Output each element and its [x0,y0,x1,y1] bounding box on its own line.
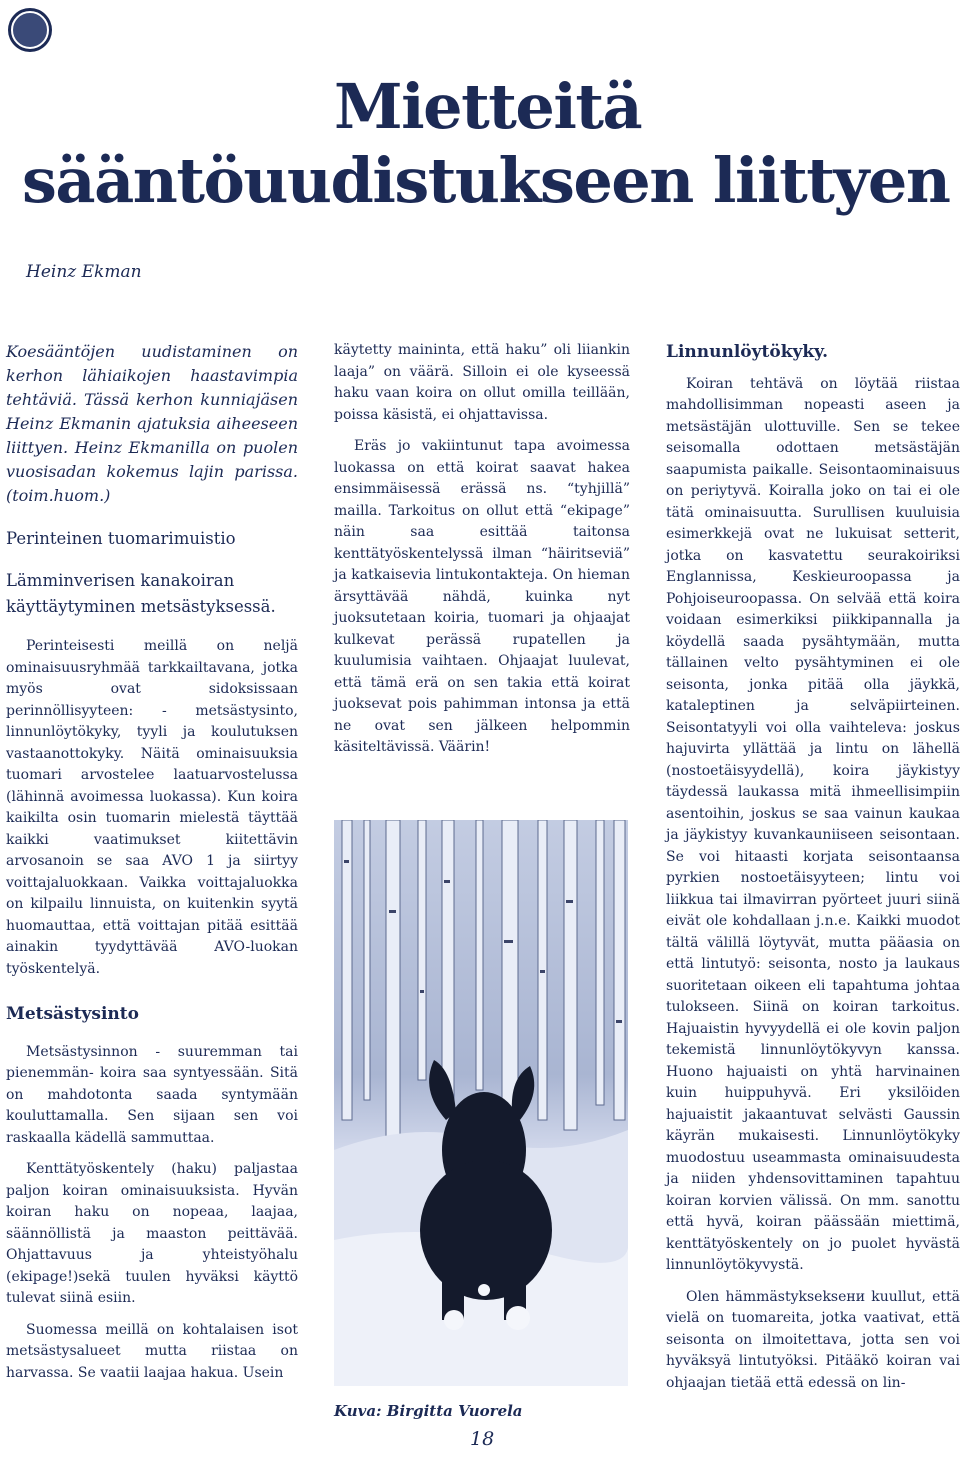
title-line-2: sääntöuudistukseen liittyen [22,144,950,217]
heading-metsastysinto: Metsästysinto [6,1004,139,1024]
paragraph: Koiran tehtävä on löytää riistaa mahdollisimman nopeasti aseen ja metsästäjän ulottuville. Sen se tekee seisomalla odottaen metsästäjän saapumista paikalle. Seisontaominaisuus on periytyvä. Koiralla joko on tai ei ole tätä ominaisuutta. Surullisen kuuluisia esimerkkejä ovat ne lukuisat setterit, jotka on kasvatettu seurakoiriksi Englannissa, Keskieuroopassa ja Pohjoiseuroopassa. On selvää että koira voidaan esimerkiksi piikkipannalla ja köydellä saada pysähtymään, mutta tällainen velto pysähtyminen ei ole seisonta, jonka pitää olla jäykkä, kataleptinen ja selväpiirteinen. Seisontatyyli voi olla vaihteleva: joskus hajuvirta yllättää ja lintu on lähellä (nostoetäisyydellä), koira jäykistyy täydessä laukassa mitä ihmeellisimpiin asentoihin, joskus se saa vainun kaukaa ja jäykistyy kuvankauniiseen seisontaan. Se voi hitaasti korjata seisontaansa pyrkien nostoetäisyyteen; lintu voi liikkua tai ilmavirran pyörteet juuri siinä eivät ole kohdallaan j.n.e. Kaikki muodot tältä välillä löytyvät, mutta pääasia on että lintutyö: seisonta, nosto ja laukaus suoritetaan oikeen eli tapahtuma johtaa tulokseen. Siinä on koiran tarkoitus. Hajuaistin hyvyydellä ei ole kovin paljon tekemistä linnunlöytökyvyn kanssa. Huono hajuaisti on yhtä harvinainen kuin huippuhyvä. Eri yksilöiden hajuaistit jakaantuvat selvästi Gaussin käyrän mukaisesti. Linnunlöytökyky muodostuu useammasta ominaisuudesta ja niiden yhdensovittaminen tapahtuu koiran korvien välissä. On mm. sanottu että hyvä, koiran päässään miettimä, kenttätyöskentely on jo puolet hyvästä linnunlöytökyvystä. [666,375,960,1273]
heading-linnunloytokyky: Linnunlöytökyky. [666,342,828,362]
article-title [22,70,952,218]
paragraph: Olen hämmästykseksени kuullut, että vielä on tuomareita, jotka vaativat, että seisonta on ilmoitettava, jotta sen voi hyväksyä lintutyöksi. Pitääkö koiran vai ohjaajan tietää että edessä on lin- [666,1288,960,1391]
paragraph: Kenttätyöskentely (haku) paljastaa paljon koiran ominaisuuksista. Hyvän koiran haku on nopeaa, laajaa, säännöllistä ja maaston peittävää. Ohjattavuus ja yhteistyöhalu (ekipage!)sekä tuulen hyväksi käyttö tulevat siinä esiin. [6,1161,298,1306]
paragraph: Eräs jo vakiintunut tapa avoimessa luokassa on että koirat saavat hakea ensimmäisessä erässä ns. “tyhjillä” mailla. Tarkoitus on ollut että “ekipage” näin saa esittää taitonsa kenttätyöskentelyssä ilman “häiritseviä” ja katkaisevia lintukontakteja. On hieman ärsyttävää nähdä, kuinka nyt juoksutetaan koiria, tuomari ja ohjaajat kulkevat perässä rupatellen ja kuulumisia vaihtaen. Ohjaajat luulevat, että tämä erä on sen takia että koirat juoksevat pois pahimman intonsa ja että ne ovat sen jälkeen helpommin käsiteltävissä. Väärin! [334,438,630,755]
column-2 [334,340,630,769]
page-number: 18 [470,1428,495,1450]
paragraph: Suomessa meillä on kohtalaisen isot metsästysalueet mutta riistaa on harvassa. Se vaatii laajaa hakua. Usein [6,1321,298,1381]
column-3 [666,340,960,1404]
dog-in-snow-photo [334,820,628,1386]
column-1 [6,340,298,1394]
photo-caption: Kuva: Birgitta Vuorela [334,1402,523,1420]
heading-tuomarimuistio: Perinteinen tuomarimuistio [6,529,236,548]
title-line-1: Mietteitä [334,70,642,143]
intro-text: Koesääntöjen uudistaminen on kerhon lähiaikojen haastavimpia tehtäviä. Tässä kerhon kunniajäsen Heinz Ekmanin ajatuksia aiheeseen liittyen. Heinz Ekmanilla on puolen vuosisadan kokemus lajin parissa. (toim.huom.) [6,342,298,505]
paragraph: Perinteisesti meillä on neljä ominaisuusryhmää tarkkailtavana, jotka myös ovat sidoksissaan perinnöllisyyteen: - metsästysinto, linnunlöytökyky, tyyli ja koulutuksen vastaanottokyky. Näitä ominaisuuksia tuomari arvostelee laatuarvostelussa (lähinnä avoimessa luokassa). Kun koira kaikilta osin tuomarin mielestä täyttää kaikki vaatimukset kiitettävin arvosanoin se saa AVO 1 ja siirtyy voittajaluokkaan. Vaikka voittajaluokka on kilpailu linnuista, on kuitenkin syytä huomauttaa, että voittajan pitää esittää ainakin tyydyttävää AVO-luokan työskentelyä. [6,638,298,977]
paragraph: käytetty maininta, että haku” oli liiankin laaja” on väärä. Silloin ei ole kyseessä haku vaan koira on ollut omilla teillään, poissa käsistä, ei ohjattavissa. [334,342,630,423]
club-emblem-icon [8,8,52,52]
paragraph: Metsästysinnon - suuremman tai pienemmän- koira saa syntyessään. Sitä on mahdotonta saada syntymään kouluttamalla. Sen sijaan sen voi raskaalla kädellä sammuttaa. [6,1043,298,1146]
author: Heinz Ekman [26,262,142,282]
photo-illustration [334,820,628,1386]
heading-behaviour: Lämminverisen kanakoiran käyttäytyminen metsästyksessä. [6,571,276,616]
